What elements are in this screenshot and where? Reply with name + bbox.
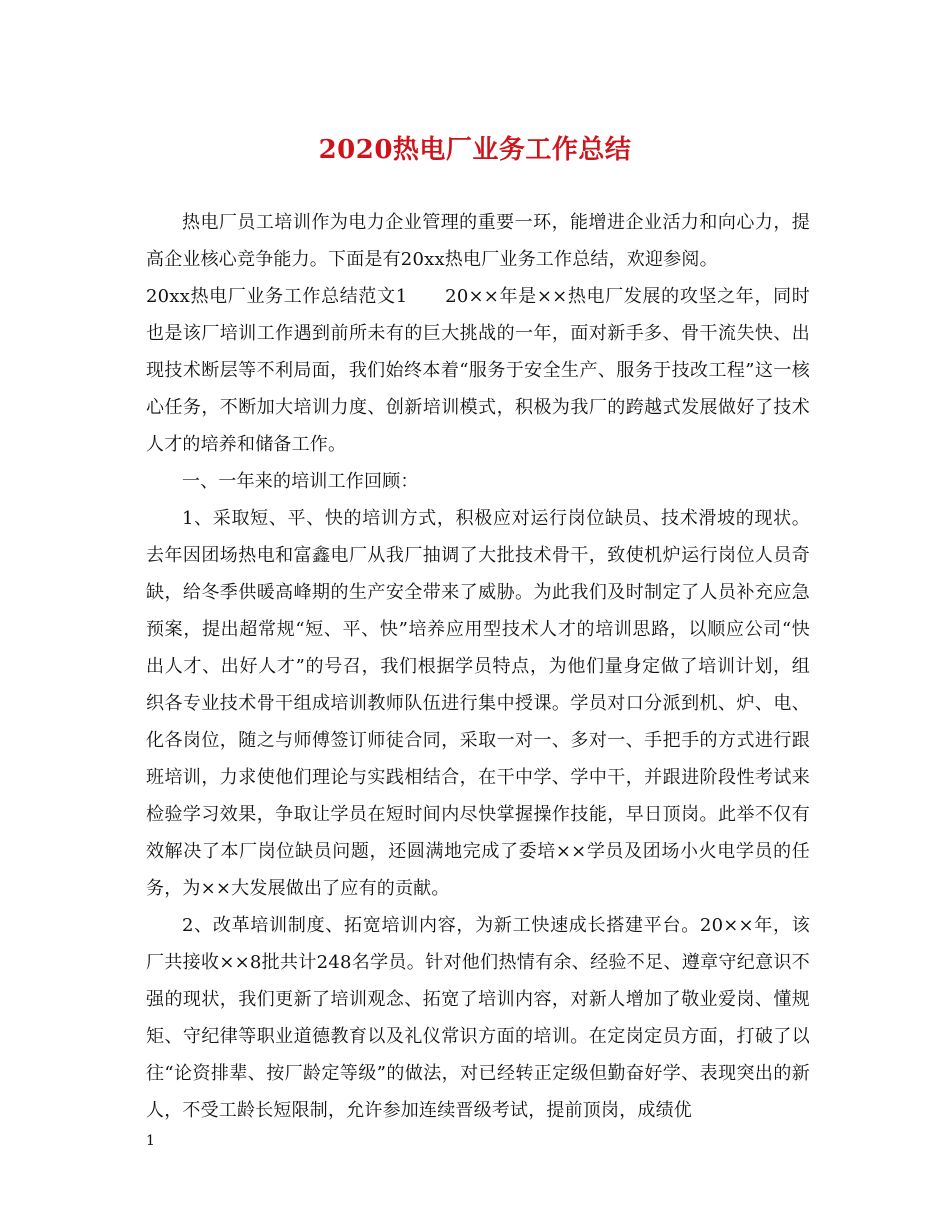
- document-title: 2020热电厂业务工作总结: [318, 135, 632, 165]
- paragraph-section-heading: 一、一年来的培训工作回顾：: [182, 471, 419, 492]
- paragraph-intro: 热电厂员工培训作为电力企业管理的重要一环，能增进企业活力和向心力，提高企业核心竞争能力。下面是有20xx热电厂业务工作总结，欢迎参阅。: [146, 212, 810, 270]
- document-body: [146, 204, 810, 1129]
- paragraph-item-1: 1、采取短、平、快的培训方式，积极应对运行岗位缺员、技术滑坡的现状。去年因团场热电和富鑫电厂从我厂抽调了大批技术骨干，致使机炉运行岗位人员奇缺，给冬季供暖高峰期的生产安全带来了威胁。为此我们及时制定了人员补充应急预案，提出超常规“短、平、快”培养应用型技术人才的培训思路，以顺应公司“快出人才、出好人才”的号召，我们根据学员特点，为他们量身定做了培训计划，组织各专业技术骨干组成培训教师队伍进行集中授课。学员对口分派到机、炉、电、化各岗位，随之与师傅签订师徒合同，采取一对一、多对一、手把手的方式进行跟班培训，力求使他们理论与实践相结合，在干中学、学中干，并跟进阶段性考试来检验学习效果，争取让学员在短时间内尽快掌握操作技能，早日顶岗。此举不仅有效解决了本厂岗位缺员问题，还圆满地完成了委培××学员及团场小火电学员的任务，为××大发展做出了应有的贡献。: [146, 508, 810, 899]
- paragraph-sample-heading: 20xx热电厂业务工作总结范文1 20××年是××热电厂发展的攻坚之年，同时也是该厂培训工作遇到前所未有的巨大挑战的一年，面对新手多、骨干流失快、出现技术断层等不利局面，我们始终本着“服务于安全生产、服务于技改工程”这一核心任务，不断加大培训力度、创新培训模式，积极为我厂的跨越式发展做好了技术人才的培养和储备工作。: [146, 286, 810, 455]
- page-number: 1: [146, 1133, 155, 1149]
- paragraph-item-2: 2、改革培训制度、拓宽培训内容，为新工快速成长搭建平台。20××年，该厂共接收××8批共计248名学员。针对他们热情有余、经验不足、遵章守纪意识不强的现状，我们更新了培训观念、拓宽了培训内容，对新人增加了敬业爱岗、懂规矩、守纪律等职业道德教育以及礼仪常识方面的培训。在定岗定员方面，打破了以往“论资排辈、按厂龄定等级”的做法，对已经转正定级但勤奋好学、表现突出的新人，不受工龄长短限制，允许参加连续晋级考试，提前顶岗，成绩优: [146, 915, 810, 1121]
